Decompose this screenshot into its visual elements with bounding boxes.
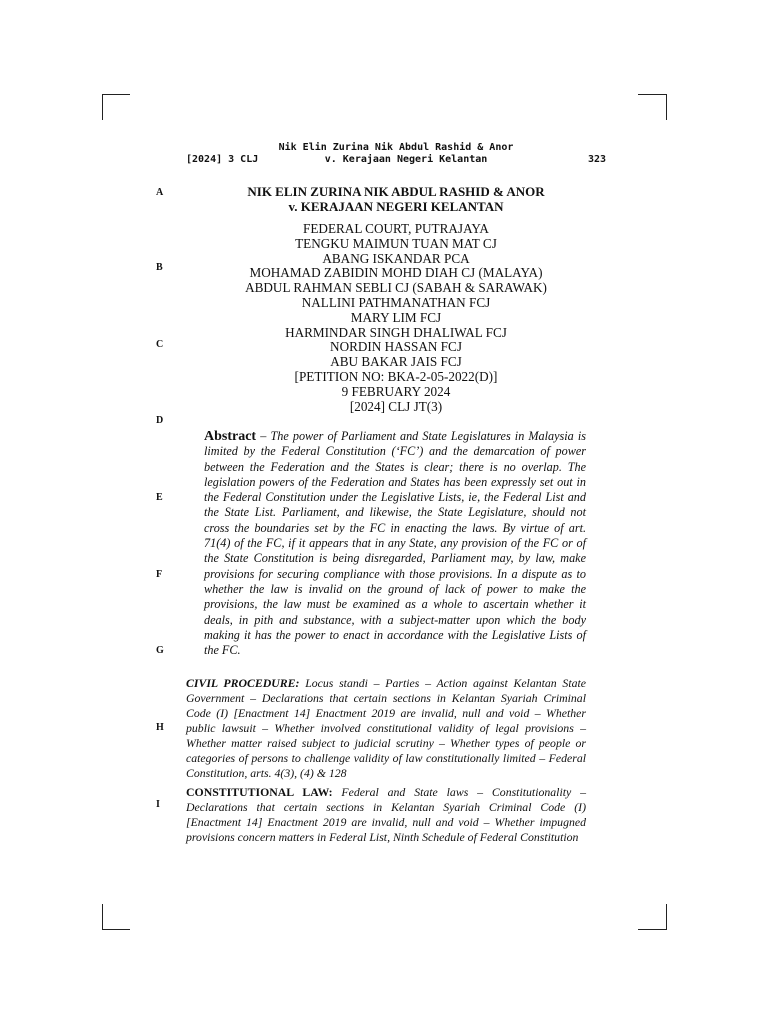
report-citation: [2024] CLJ JT(3) — [349, 398, 443, 414]
crop-mark-bottom-left-horizontal — [102, 929, 130, 930]
case-title-parties: NIK ELIN ZURINA NIK ABDUL RASHID & ANOR — [247, 184, 545, 199]
judge-line: ABU BAKAR JAIS FCJ — [330, 354, 462, 370]
judge-line: HARMINDAR SINGH DHALIWAL FCJ — [285, 324, 507, 340]
case-title-respondent: v. KERAJAAN NEGERI KELANTAN — [288, 199, 504, 214]
abstract-paragraph: Abstract – The power of Parliament and State Legislatures in Malaysia is limited by the Federal Constitution (‘FC’) and the demarcation of power between the Federation and the States is clear; there is no overlap. The legislation powers of the Federation and States has been expressly set out in the Federal Constitution under the Legislative Lists, ie, the Federal List and the State List. Parliament, and likewise, the State Legislature, should not cross the boundaries set by the FC in enacting the laws. By virtue of art. 71(4) of the FC, if it appears that in any State, any provision of the FC or of the State Constitution is being disregarded, Parliament may, by law, make provisions for securing compliance with those provisions. In a dispute as to whether the law is invalid on the ground of lack of power to make the provisions, the law must be examined as a whole to ascertain whether it deals, in pith and substance, with a subject-matter upon which the body making it has the power to enact in accordance with the Legislative Lists of the FC. — [204, 429, 587, 658]
abstract-label: Abstract — [204, 429, 257, 444]
judge-line: ABANG ISKANDAR PCA — [322, 250, 470, 266]
crop-mark-bottom-left-vertical — [102, 904, 103, 930]
decision-date: 9 FEBRUARY 2024 — [341, 383, 451, 399]
margin-letter-c: C — [156, 339, 164, 350]
judge-line: MOHAMAD ZABIDIN MOHD DIAH CJ (MALAYA) — [249, 265, 543, 281]
court-block — [186, 222, 606, 414]
margin-letter-g: G — [156, 645, 164, 656]
crop-mark-top-right-horizontal — [638, 94, 666, 95]
page-number: 323 — [587, 154, 606, 165]
judge-line: TENGKU MAIMUN TUAN MAT CJ — [295, 235, 497, 251]
margin-letter-h: H — [156, 722, 164, 733]
margin-letter-f: F — [156, 569, 163, 580]
petition-number: [PETITION NO: BKA-2-05-2022(D)] — [294, 368, 498, 384]
judge-line: ABDUL RAHMAN SEBLI CJ (SABAH & SARAWAK) — [245, 280, 547, 296]
crop-mark-top-left-horizontal — [102, 94, 130, 95]
running-head-parties: Nik Elin Zurina Nik Abdul Rashid & Anor — [278, 142, 514, 153]
margin-letter-e: E — [156, 492, 163, 503]
running-head-citation: [2024] 3 CLJ — [186, 154, 259, 165]
running-head — [186, 142, 606, 165]
keyword-text: Locus standi – Parties – Action against Kelantan State Government – Declarations that certain sections in Kelantan Syariah Criminal Code (I) [Enactment 14] Enactment 2019 are invalid, null and void – Whether public lawsuit – Whether involved constitutional validity of legal provisions – Whether matter raised subject to judicial scrutiny – Whether types of people or categories of persons to challenge validity of law constitutionally limited – Federal Constitution, arts. 4(3), (4) & 128 — [186, 676, 587, 780]
crop-mark-bottom-right-vertical — [666, 904, 667, 930]
keyword-heading: CIVIL PROCEDURE: — [186, 676, 300, 690]
crop-mark-bottom-right-horizontal — [638, 929, 666, 930]
court-name: FEDERAL COURT, PUTRAJAYA — [303, 221, 489, 236]
judge-line: MARY LIM FCJ — [350, 309, 442, 325]
crop-mark-top-left-vertical — [102, 94, 103, 120]
margin-letter-b: B — [156, 262, 163, 273]
margin-letter-i: I — [156, 799, 160, 810]
margin-letter-a: A — [156, 187, 164, 198]
keyword-heading: CONSTITUTIONAL LAW: — [186, 785, 333, 799]
margin-letter-d: D — [156, 415, 164, 426]
abstract-text: The power of Parliament and State Legislatures in Malaysia is limited by the Federal Constitution (‘FC’) and the demarcation of power between the Federation and the States is clear; there is no overlap. The legislation powers of the Federation and States has been expressly set out in the Federal Constitution under the Legislative Lists, ie, the Federal List and the State List. Parliament, and likewise, the State Legislature, should not cross the boundaries set by the FC in enacting the laws. By virtue of art. 71(4) of the FC, if it appears that in any State, any provision of the FC or of the State Constitution is being disregarded, Parliament may, by law, make provisions for securing compliance with those provisions. In a dispute as to whether the law is invalid on the ground of lack of power to make the provisions, the law must be examined as a whole to ascertain whether it deals, in pith and substance, with a subject-matter upon which the body making it has the power to enact in accordance with the Legislative Lists of the FC. — [204, 429, 587, 658]
keyword-text: Federal and State laws – Constitutionality – Declarations that certain sections in Kelantan Syariah Criminal Code (I) [Enactment 14] Enactment 2019 are invalid, null and void – Whether impugned provisions concern matters in Federal List, Ninth Schedule of Federal Constitution — [186, 785, 587, 844]
keyword-paragraph-constitutional-law — [186, 785, 586, 845]
keyword-paragraph-civil-procedure — [186, 676, 586, 781]
crop-mark-top-right-vertical — [666, 94, 667, 120]
judge-line: NORDIN HASSAN FCJ — [330, 339, 462, 355]
case-title — [186, 184, 606, 214]
running-head-versus: v. Kerajaan Negeri Kelantan — [324, 154, 488, 165]
judge-line: NALLINI PATHMANATHAN FCJ — [301, 294, 491, 310]
